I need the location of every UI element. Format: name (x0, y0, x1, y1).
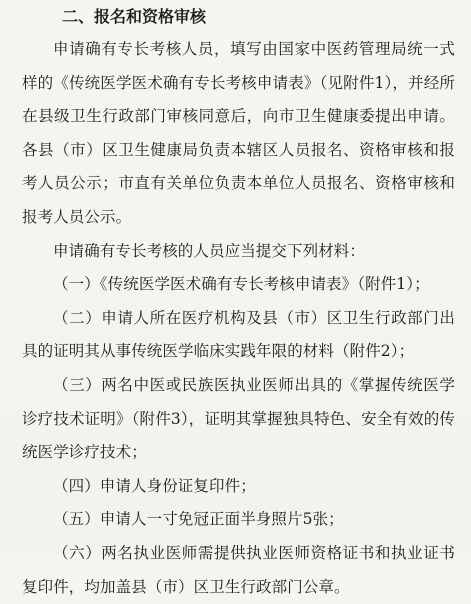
section-number: 二、 (62, 7, 95, 26)
material-item-1: （一）《传统医学医术确有专长考核申请表》（附件1）； (53, 275, 430, 294)
material-item-4: （四）申请人身份证复印件； (53, 476, 256, 495)
material-item-3: （三）两名中医或民族医执业医师出具的《掌握传统医学诊疗技术证明》（附件3），证明其掌握独具特色、安全有效的传统医学诊疗技术； (22, 375, 455, 462)
material-item-5: （五）申请人一寸免冠正面半身照片5张； (53, 510, 344, 529)
paragraph-application: 申请确有专长考核人员，填写由国家中医药管理局统一式样的《传统医学医术确有专长考核申请表》（见附件1），并经所在县级卫生行政部门审核同意后，向市卫生健康委提出申请。各县（市）区卫生健康局负责本辖区人员报名、资格审核和报考人员公示；市直有关单位负责本单位人员报名、资格审核和报考人员公示。 (22, 40, 455, 226)
paragraph-materials-intro: 申请确有专长考核的人员应当提交下列材料： (53, 241, 366, 260)
material-item-2: （二）申请人所在医疗机构及县（市）区卫生行政部门出具的证明其从事传统医学临床实践年限的材料（附件2）； (22, 308, 455, 361)
section-heading (22, 0, 455, 33)
section-title: 报名和资格审核 (94, 7, 207, 26)
material-item-6: （六）两名执业医师需提供执业医师资格证书和执业证书复印件，均加盖县（市）区卫生行政部门公章。 (22, 543, 455, 596)
